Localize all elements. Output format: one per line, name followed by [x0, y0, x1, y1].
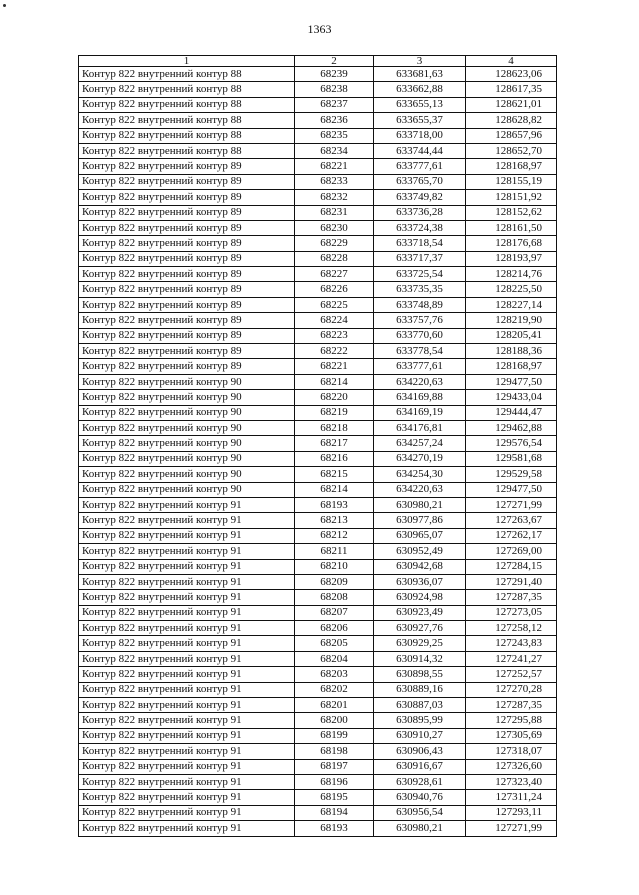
contour-name-cell: Контур 822 внутренний контур 91 — [79, 698, 295, 713]
y-coordinate-cell: 127291,40 — [466, 574, 557, 589]
y-coordinate-cell: 128155,19 — [466, 174, 557, 189]
point-number-cell: 68227 — [295, 267, 374, 282]
table-row — [79, 359, 557, 374]
y-coordinate-cell: 127287,35 — [466, 590, 557, 605]
contour-name-cell: Контур 822 внутренний контур 89 — [79, 359, 295, 374]
x-coordinate-cell: 633770,60 — [374, 328, 466, 343]
table-row — [79, 513, 557, 528]
table-row — [79, 497, 557, 512]
y-coordinate-cell: 128219,90 — [466, 313, 557, 328]
table-row — [79, 420, 557, 435]
point-number-cell: 68199 — [295, 728, 374, 743]
x-coordinate-cell: 630916,67 — [374, 759, 466, 774]
y-coordinate-cell: 129462,88 — [466, 420, 557, 435]
contour-name-cell: Контур 822 внутренний контур 89 — [79, 205, 295, 220]
y-coordinate-cell: 127295,88 — [466, 713, 557, 728]
contour-name-cell: Контур 822 внутренний контур 89 — [79, 251, 295, 266]
x-coordinate-cell: 633749,82 — [374, 190, 466, 205]
y-coordinate-cell: 127293,11 — [466, 805, 557, 820]
contour-name-cell: Контур 822 внутренний контур 89 — [79, 190, 295, 205]
x-coordinate-cell: 634169,88 — [374, 390, 466, 405]
table-row — [79, 405, 557, 420]
point-number-cell: 68236 — [295, 113, 374, 128]
point-number-cell: 68197 — [295, 759, 374, 774]
x-coordinate-cell: 634176,81 — [374, 420, 466, 435]
x-coordinate-cell: 630910,27 — [374, 728, 466, 743]
x-coordinate-cell: 633765,70 — [374, 174, 466, 189]
point-number-cell: 68212 — [295, 528, 374, 543]
x-coordinate-cell: 630898,55 — [374, 667, 466, 682]
y-coordinate-cell: 127241,27 — [466, 651, 557, 666]
y-coordinate-cell: 127318,07 — [466, 744, 557, 759]
point-number-cell: 68238 — [295, 82, 374, 97]
table-row — [79, 528, 557, 543]
x-coordinate-cell: 630887,03 — [374, 698, 466, 713]
contour-name-cell: Контур 822 внутренний контур 91 — [79, 744, 295, 759]
y-coordinate-cell: 128657,96 — [466, 128, 557, 143]
table-row — [79, 621, 557, 636]
contour-name-cell: Контур 822 внутренний контур 89 — [79, 344, 295, 359]
contour-name-cell: Контур 822 внутренний контур 89 — [79, 267, 295, 282]
contour-name-cell: Контур 822 внутренний контур 89 — [79, 313, 295, 328]
contour-name-cell: Контур 822 внутренний контур 88 — [79, 82, 295, 97]
x-coordinate-cell: 633744,44 — [374, 143, 466, 158]
point-number-cell: 68234 — [295, 143, 374, 158]
table-row — [79, 174, 557, 189]
y-coordinate-cell: 127287,35 — [466, 698, 557, 713]
point-number-cell: 68202 — [295, 682, 374, 697]
table-row — [79, 313, 557, 328]
table-row — [79, 328, 557, 343]
y-coordinate-cell: 128623,06 — [466, 67, 557, 82]
x-coordinate-cell: 630956,54 — [374, 805, 466, 820]
table-row — [79, 467, 557, 482]
contour-name-cell: Контур 822 внутренний контур 89 — [79, 220, 295, 235]
page-number: 1363 — [307, 22, 332, 36]
x-coordinate-cell: 630965,07 — [374, 528, 466, 543]
y-coordinate-cell: 128168,97 — [466, 359, 557, 374]
point-number-cell: 68208 — [295, 590, 374, 605]
y-coordinate-cell: 127271,99 — [466, 821, 557, 836]
contour-name-cell: Контур 822 внутренний контур 91 — [79, 821, 295, 836]
y-coordinate-cell: 127323,40 — [466, 774, 557, 789]
y-coordinate-cell: 127252,57 — [466, 667, 557, 682]
contour-name-cell: Контур 822 внутренний контур 89 — [79, 174, 295, 189]
contour-name-cell: Контур 822 внутренний контур 91 — [79, 728, 295, 743]
table-row — [79, 374, 557, 389]
y-coordinate-cell: 127263,67 — [466, 513, 557, 528]
y-coordinate-cell: 128214,76 — [466, 267, 557, 282]
point-number-cell: 68216 — [295, 451, 374, 466]
x-coordinate-cell: 633655,13 — [374, 97, 466, 112]
x-coordinate-cell: 633777,61 — [374, 359, 466, 374]
contour-name-cell: Контур 822 внутренний контур 88 — [79, 143, 295, 158]
contour-name-cell: Контур 822 внутренний контур 91 — [79, 682, 295, 697]
contour-name-cell: Контур 822 внутренний контур 91 — [79, 805, 295, 820]
table-row — [79, 143, 557, 158]
x-coordinate-cell: 633757,76 — [374, 313, 466, 328]
contour-name-cell: Контур 822 внутренний контур 90 — [79, 420, 295, 435]
table-row — [79, 774, 557, 789]
point-number-cell: 68196 — [295, 774, 374, 789]
table-row — [79, 744, 557, 759]
table-row — [79, 390, 557, 405]
contour-name-cell: Контур 822 внутренний контур 91 — [79, 790, 295, 805]
x-coordinate-cell: 630980,21 — [374, 821, 466, 836]
table-row — [79, 605, 557, 620]
y-coordinate-cell: 128227,14 — [466, 297, 557, 312]
contour-name-cell: Контур 822 внутренний контур 91 — [79, 759, 295, 774]
point-number-cell: 68232 — [295, 190, 374, 205]
y-coordinate-cell: 128205,41 — [466, 328, 557, 343]
point-number-cell: 68224 — [295, 313, 374, 328]
x-coordinate-cell: 634169,19 — [374, 405, 466, 420]
y-coordinate-cell: 127273,05 — [466, 605, 557, 620]
table-row — [79, 544, 557, 559]
point-number-cell: 68210 — [295, 559, 374, 574]
x-coordinate-cell: 630940,76 — [374, 790, 466, 805]
y-coordinate-cell: 127284,15 — [466, 559, 557, 574]
table-row — [79, 590, 557, 605]
x-coordinate-cell: 633655,37 — [374, 113, 466, 128]
table-row — [79, 67, 557, 82]
y-coordinate-cell: 127262,17 — [466, 528, 557, 543]
point-number-cell: 68231 — [295, 205, 374, 220]
y-coordinate-cell: 129477,50 — [466, 482, 557, 497]
point-number-cell: 68239 — [295, 67, 374, 82]
x-coordinate-cell: 630914,32 — [374, 651, 466, 666]
x-coordinate-cell: 634254,30 — [374, 467, 466, 482]
coordinates-table — [78, 55, 557, 837]
table-row — [79, 436, 557, 451]
contour-name-cell: Контур 822 внутренний контур 90 — [79, 451, 295, 466]
point-number-cell: 68207 — [295, 605, 374, 620]
contour-name-cell: Контур 822 внутренний контур 88 — [79, 97, 295, 112]
point-number-cell: 68209 — [295, 574, 374, 589]
table-row — [79, 667, 557, 682]
x-coordinate-cell: 633778,54 — [374, 344, 466, 359]
point-number-cell: 68221 — [295, 359, 374, 374]
x-coordinate-cell: 634220,63 — [374, 374, 466, 389]
point-number-cell: 68211 — [295, 544, 374, 559]
x-coordinate-cell: 633724,38 — [374, 220, 466, 235]
y-coordinate-cell: 129576,54 — [466, 436, 557, 451]
y-coordinate-cell: 128176,68 — [466, 236, 557, 251]
table-row — [79, 82, 557, 97]
x-coordinate-cell: 630923,49 — [374, 605, 466, 620]
y-coordinate-cell: 127305,69 — [466, 728, 557, 743]
point-number-cell: 68214 — [295, 482, 374, 497]
table-row — [79, 559, 557, 574]
x-coordinate-cell: 630952,49 — [374, 544, 466, 559]
point-number-cell: 68214 — [295, 374, 374, 389]
table-row — [79, 159, 557, 174]
table-row — [79, 636, 557, 651]
y-coordinate-cell: 128188,36 — [466, 344, 557, 359]
column-header-4: 4 — [466, 56, 557, 67]
contour-name-cell: Контур 822 внутренний контур 90 — [79, 390, 295, 405]
point-number-cell: 68220 — [295, 390, 374, 405]
point-number-cell: 68222 — [295, 344, 374, 359]
column-header-2: 2 — [295, 56, 374, 67]
y-coordinate-cell: 128161,50 — [466, 220, 557, 235]
table-row — [79, 805, 557, 820]
point-number-cell: 68193 — [295, 497, 374, 512]
x-coordinate-cell: 630929,25 — [374, 636, 466, 651]
x-coordinate-cell: 633748,89 — [374, 297, 466, 312]
contour-name-cell: Контур 822 внутренний контур 88 — [79, 128, 295, 143]
y-coordinate-cell: 127258,12 — [466, 621, 557, 636]
table-row — [79, 113, 557, 128]
x-coordinate-cell: 633725,54 — [374, 267, 466, 282]
x-coordinate-cell: 630942,68 — [374, 559, 466, 574]
contour-name-cell: Контур 822 внутренний контур 91 — [79, 621, 295, 636]
x-coordinate-cell: 633735,35 — [374, 282, 466, 297]
point-number-cell: 68219 — [295, 405, 374, 420]
x-coordinate-cell: 634220,63 — [374, 482, 466, 497]
y-coordinate-cell: 127271,99 — [466, 497, 557, 512]
x-coordinate-cell: 630928,61 — [374, 774, 466, 789]
column-header-1: 1 — [79, 56, 295, 67]
y-coordinate-cell: 128193,97 — [466, 251, 557, 266]
contour-name-cell: Контур 822 внутренний контур 91 — [79, 559, 295, 574]
table-row — [79, 790, 557, 805]
point-number-cell: 68195 — [295, 790, 374, 805]
point-number-cell: 68215 — [295, 467, 374, 482]
table-row — [79, 698, 557, 713]
y-coordinate-cell: 129433,04 — [466, 390, 557, 405]
x-coordinate-cell: 630927,76 — [374, 621, 466, 636]
contour-name-cell: Контур 822 внутренний контур 91 — [79, 713, 295, 728]
y-coordinate-cell: 128652,70 — [466, 143, 557, 158]
y-coordinate-cell: 128152,62 — [466, 205, 557, 220]
table-row — [79, 282, 557, 297]
y-coordinate-cell: 128621,01 — [466, 97, 557, 112]
table-row — [79, 297, 557, 312]
point-number-cell: 68225 — [295, 297, 374, 312]
point-number-cell: 68226 — [295, 282, 374, 297]
x-coordinate-cell: 633662,88 — [374, 82, 466, 97]
table-body — [79, 67, 557, 837]
point-number-cell: 68235 — [295, 128, 374, 143]
contour-name-cell: Контур 822 внутренний контур 90 — [79, 467, 295, 482]
table-row — [79, 821, 557, 836]
point-number-cell: 68218 — [295, 420, 374, 435]
y-coordinate-cell: 128617,35 — [466, 82, 557, 97]
point-number-cell: 68204 — [295, 651, 374, 666]
scan-mark — [3, 4, 6, 7]
x-coordinate-cell: 634270,19 — [374, 451, 466, 466]
x-coordinate-cell: 633718,54 — [374, 236, 466, 251]
table-row — [79, 220, 557, 235]
table-row — [79, 190, 557, 205]
table-row — [79, 651, 557, 666]
table-row — [79, 128, 557, 143]
x-coordinate-cell: 630977,86 — [374, 513, 466, 528]
point-number-cell: 68237 — [295, 97, 374, 112]
table-row — [79, 251, 557, 266]
contour-name-cell: Контур 822 внутренний контур 89 — [79, 297, 295, 312]
table-row — [79, 205, 557, 220]
x-coordinate-cell: 633717,37 — [374, 251, 466, 266]
y-coordinate-cell: 129529,58 — [466, 467, 557, 482]
contour-name-cell: Контур 822 внутренний контур 89 — [79, 159, 295, 174]
contour-name-cell: Контур 822 внутренний контур 90 — [79, 482, 295, 497]
contour-name-cell: Контур 822 внутренний контур 90 — [79, 374, 295, 389]
point-number-cell: 68221 — [295, 159, 374, 174]
table-row — [79, 759, 557, 774]
point-number-cell: 68205 — [295, 636, 374, 651]
contour-name-cell: Контур 822 внутренний контур 91 — [79, 544, 295, 559]
x-coordinate-cell: 633718,00 — [374, 128, 466, 143]
x-coordinate-cell: 633681,63 — [374, 67, 466, 82]
contour-name-cell: Контур 822 внутренний контур 90 — [79, 405, 295, 420]
contour-name-cell: Контур 822 внутренний контур 91 — [79, 497, 295, 512]
contour-name-cell: Контур 822 внутренний контур 91 — [79, 774, 295, 789]
x-coordinate-cell: 633736,28 — [374, 205, 466, 220]
table-row — [79, 267, 557, 282]
y-coordinate-cell: 127243,83 — [466, 636, 557, 651]
contour-name-cell: Контур 822 внутренний контур 89 — [79, 282, 295, 297]
contour-name-cell: Контур 822 внутренний контур 89 — [79, 328, 295, 343]
y-coordinate-cell: 128151,92 — [466, 190, 557, 205]
x-coordinate-cell: 630889,16 — [374, 682, 466, 697]
contour-name-cell: Контур 822 внутренний контур 88 — [79, 113, 295, 128]
contour-name-cell: Контур 822 внутренний контур 88 — [79, 67, 295, 82]
point-number-cell: 68229 — [295, 236, 374, 251]
table-header-row — [79, 56, 557, 67]
table-row — [79, 236, 557, 251]
contour-name-cell: Контур 822 внутренний контур 90 — [79, 436, 295, 451]
contour-name-cell: Контур 822 внутренний контур 91 — [79, 590, 295, 605]
contour-name-cell: Контур 822 внутренний контур 91 — [79, 667, 295, 682]
table-row — [79, 451, 557, 466]
y-coordinate-cell: 127269,00 — [466, 544, 557, 559]
y-coordinate-cell: 127326,60 — [466, 759, 557, 774]
contour-name-cell: Контур 822 внутренний контур 91 — [79, 605, 295, 620]
table-row — [79, 482, 557, 497]
y-coordinate-cell: 129444,47 — [466, 405, 557, 420]
point-number-cell: 68201 — [295, 698, 374, 713]
x-coordinate-cell: 630936,07 — [374, 574, 466, 589]
contour-name-cell: Контур 822 внутренний контур 91 — [79, 574, 295, 589]
point-number-cell: 68206 — [295, 621, 374, 636]
y-coordinate-cell: 129581,68 — [466, 451, 557, 466]
point-number-cell: 68230 — [295, 220, 374, 235]
x-coordinate-cell: 630980,21 — [374, 497, 466, 512]
point-number-cell: 68193 — [295, 821, 374, 836]
contour-name-cell: Контур 822 внутренний контур 91 — [79, 636, 295, 651]
y-coordinate-cell: 128628,82 — [466, 113, 557, 128]
contour-name-cell: Контур 822 внутренний контур 91 — [79, 513, 295, 528]
contour-name-cell: Контур 822 внутренний контур 91 — [79, 651, 295, 666]
point-number-cell: 68217 — [295, 436, 374, 451]
table-row — [79, 97, 557, 112]
table-row — [79, 728, 557, 743]
point-number-cell: 68203 — [295, 667, 374, 682]
x-coordinate-cell: 633777,61 — [374, 159, 466, 174]
x-coordinate-cell: 630924,98 — [374, 590, 466, 605]
point-number-cell: 68228 — [295, 251, 374, 266]
x-coordinate-cell: 634257,24 — [374, 436, 466, 451]
table-row — [79, 682, 557, 697]
contour-name-cell: Контур 822 внутренний контур 89 — [79, 236, 295, 251]
point-number-cell: 68200 — [295, 713, 374, 728]
column-header-3: 3 — [374, 56, 466, 67]
table-row — [79, 713, 557, 728]
y-coordinate-cell: 128225,50 — [466, 282, 557, 297]
table-row — [79, 574, 557, 589]
contour-name-cell: Контур 822 внутренний контур 91 — [79, 528, 295, 543]
y-coordinate-cell: 127270,28 — [466, 682, 557, 697]
y-coordinate-cell: 129477,50 — [466, 374, 557, 389]
y-coordinate-cell: 127311,24 — [466, 790, 557, 805]
point-number-cell: 68198 — [295, 744, 374, 759]
x-coordinate-cell: 630895,99 — [374, 713, 466, 728]
x-coordinate-cell: 630906,43 — [374, 744, 466, 759]
point-number-cell: 68213 — [295, 513, 374, 528]
point-number-cell: 68223 — [295, 328, 374, 343]
table-row — [79, 344, 557, 359]
point-number-cell: 68194 — [295, 805, 374, 820]
point-number-cell: 68233 — [295, 174, 374, 189]
y-coordinate-cell: 128168,97 — [466, 159, 557, 174]
